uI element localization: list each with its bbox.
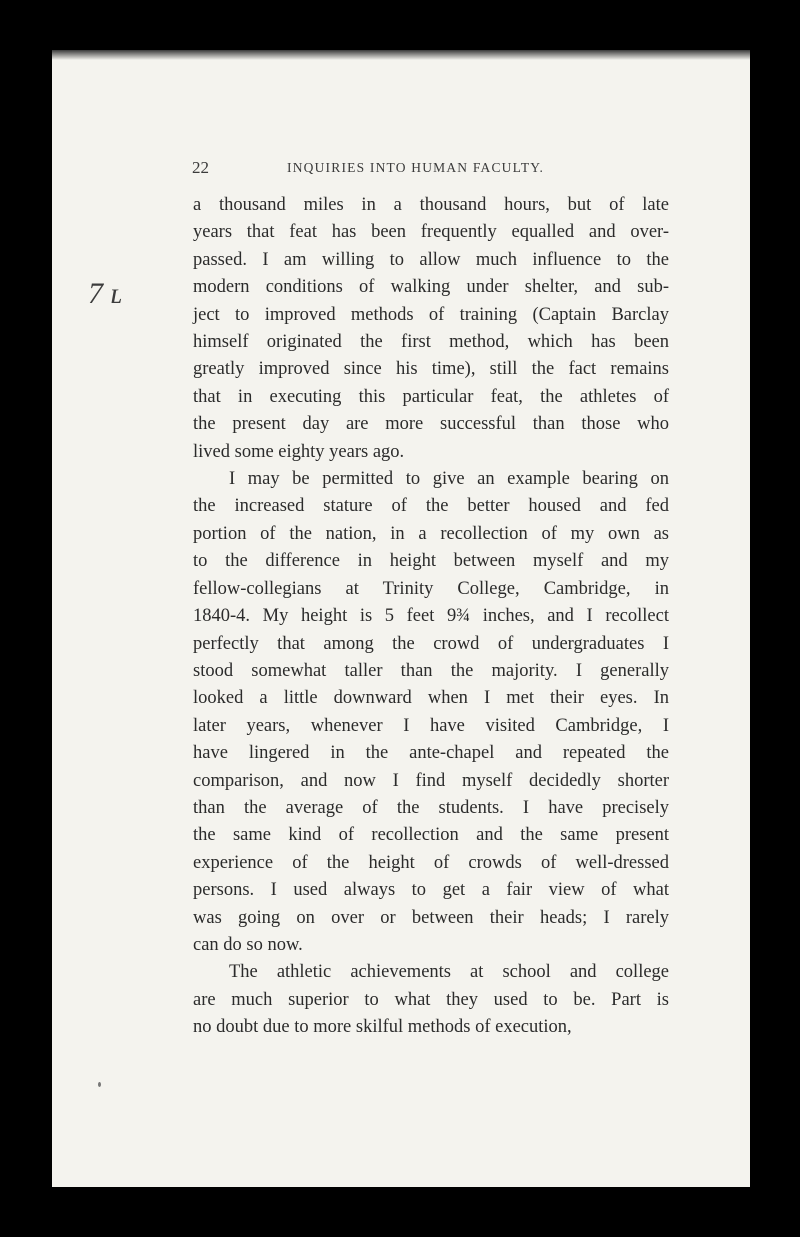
- text-line: himself originated the first method, which has been: [193, 332, 669, 353]
- margin-annotation: 7 ʟ: [88, 277, 123, 310]
- text-line: looked a little downward when I met their eyes. In: [193, 688, 669, 709]
- text-line: portion of the nation, in a recollection of my own as: [193, 523, 669, 544]
- body-text: [193, 192, 669, 1042]
- text-line: The athletic achievements at school and college: [229, 962, 669, 983]
- text-line: than the average of the students. I have precisely: [193, 797, 669, 818]
- text-line: have lingered in the ante-chapel and repeated the: [193, 743, 669, 764]
- text-line: that in executing this particular feat, the athletes of: [193, 386, 669, 407]
- text-line: years that feat has been frequently equalled and over-: [193, 222, 669, 243]
- text-line: later years, whenever I have visited Cambridge, I: [193, 715, 669, 736]
- text-line: lived some eighty years ago.: [193, 441, 405, 462]
- text-line: the same kind of recollection and the same present: [193, 825, 669, 846]
- text-line: comparison, and now I find myself decidedly shorter: [193, 770, 669, 791]
- text-line: the increased stature of the better housed and fed: [193, 496, 669, 517]
- page-number: 22: [192, 158, 209, 177]
- text-line: no doubt due to more skilful methods of execution,: [193, 1017, 572, 1038]
- book-page: [52, 50, 750, 1187]
- text-line: greatly improved since his time), still the fact remains: [193, 359, 669, 380]
- paper-speck: [98, 1082, 101, 1087]
- text-line: passed. I am willing to allow much influence to the: [193, 249, 669, 270]
- text-line: fellow-collegians at Trinity College, Cambridge, in: [193, 578, 669, 599]
- text-line: are much superior to what they used to be. Part is: [193, 989, 669, 1010]
- text-line: 1840-4. My height is 5 feet 9¾ inches, and I recollect: [193, 606, 669, 627]
- text-line: was going on over or between their heads; I rarely: [193, 907, 669, 928]
- page-header: [192, 158, 672, 182]
- text-line: experience of the height of crowds of well-dressed: [193, 852, 669, 873]
- running-title: INQUIRIES INTO HUMAN FACULTY.: [287, 160, 545, 175]
- text-line: modern conditions of walking under shelter, and sub-: [193, 277, 669, 298]
- paragraph: [193, 466, 669, 959]
- text-line: I may be permitted to give an example bearing on: [229, 469, 669, 490]
- paragraph: [193, 192, 669, 466]
- text-line: persons. I used always to get a fair view of what: [193, 880, 669, 901]
- text-line: a thousand miles in a thousand hours, but of late: [193, 195, 669, 215]
- text-line: the present day are more successful than those who: [193, 414, 669, 435]
- text-line: to the difference in height between myself and my: [193, 551, 669, 572]
- text-line: stood somewhat taller than the majority. I generally: [193, 660, 669, 681]
- paragraph: [193, 959, 669, 1041]
- text-line: perfectly that among the crowd of undergraduates I: [193, 633, 669, 654]
- text-line: can do so now.: [193, 934, 303, 955]
- text-line: ject to improved methods of training (Captain Barclay: [193, 304, 669, 325]
